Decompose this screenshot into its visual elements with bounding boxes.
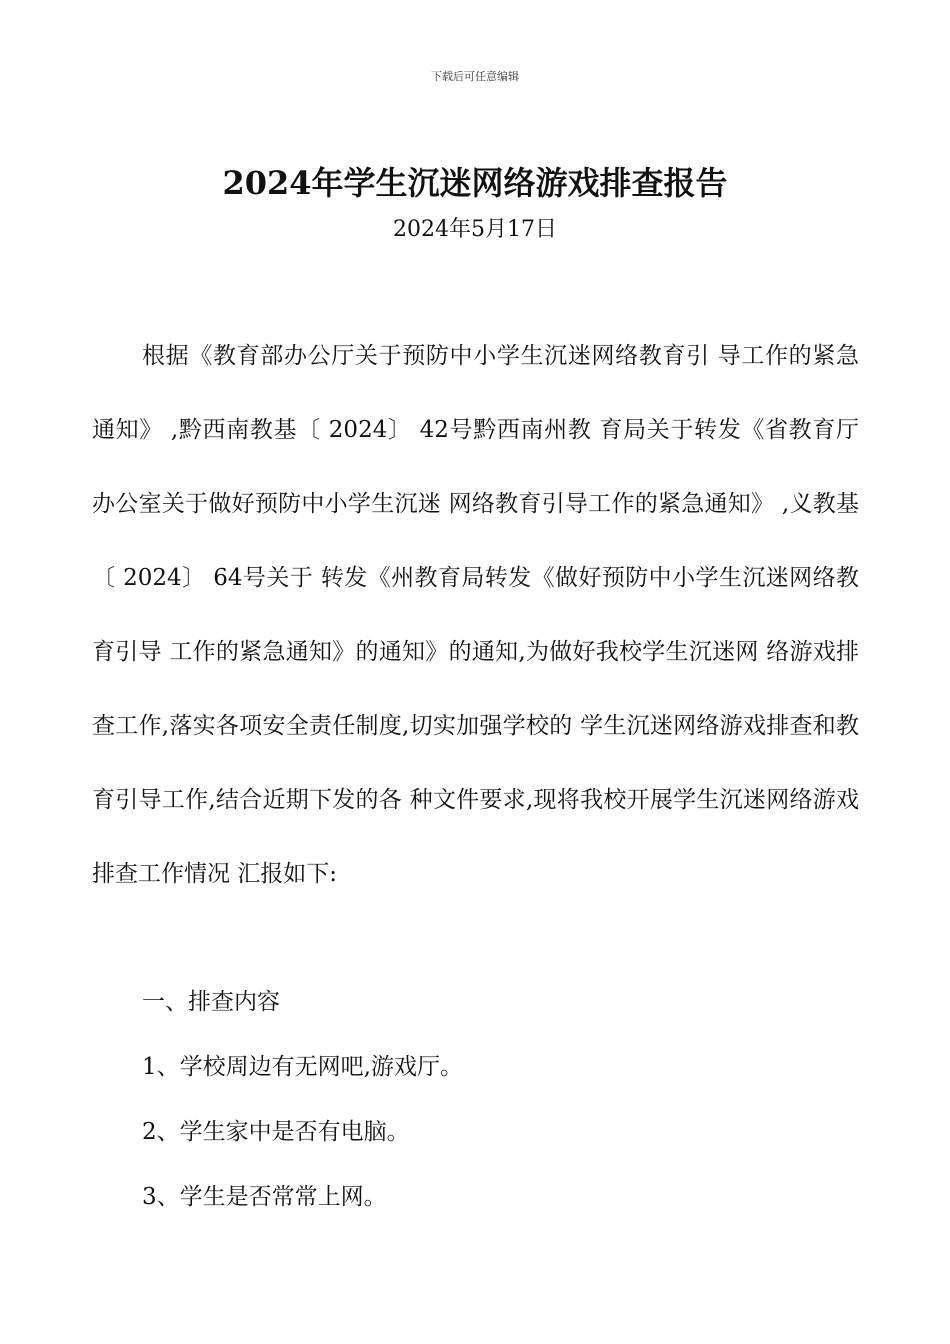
section-heading: 一、排查内容: [142, 989, 280, 1015]
document-date: 2024年5月17日: [393, 217, 557, 242]
document-title: 2024年学生沉迷网络游戏排查报告: [222, 164, 728, 202]
list-item: 3、学生是否常常上网。: [142, 1184, 387, 1210]
list-item: 2、学生家中是否有电脑。: [142, 1119, 410, 1145]
header-note: 下载后可任意编辑: [431, 70, 519, 83]
intro-paragraph: 根据《教育部办公厅关于预防中小学生沉迷网络教育引 导工作的紧急通知》 ,黔西南教基〔 2024〕 42号黔西南州教 育局关于转发《省教育厅办公室关于做好预防中小学生沉迷 网络教育引导工作的紧急通知》 ,义教基〔 2024〕 64号关于 转发《州教育局转发《做好预防中小学生沉迷网络教育引导 工作的紧急通知》的通知》的通知,为做好我校学生沉迷网 络游戏排查工作,落实各项安全责任制度,切实加强学校的 学生沉迷网络游戏排查和教育引导工作,结合近期下发的各 种文件要求,现将我校开展学生沉迷网络游戏排查工作情况 汇报如下:: [92, 343, 859, 887]
list-item: 1、学校周边有无网吧,游戏厅。: [142, 1054, 463, 1080]
